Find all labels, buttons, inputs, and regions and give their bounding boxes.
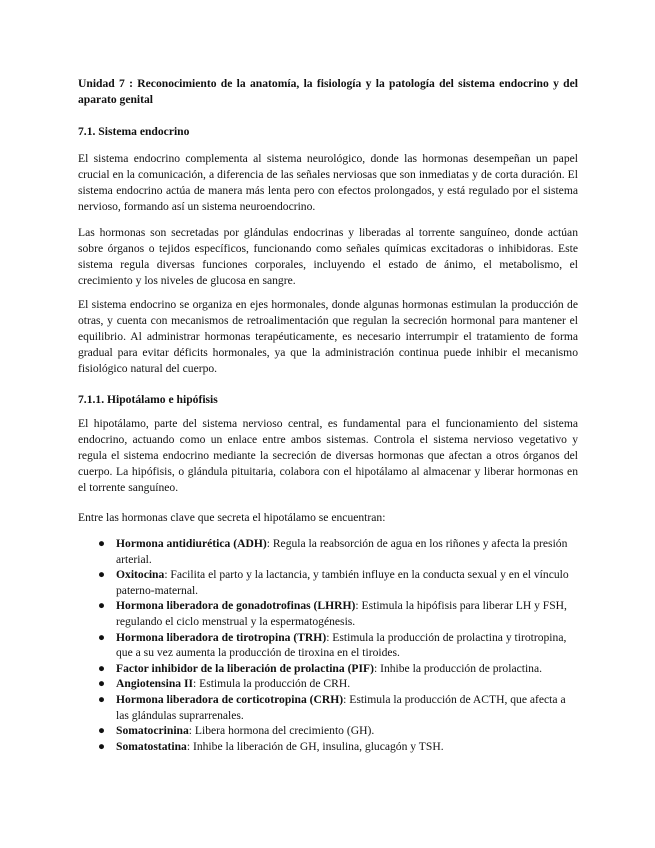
item-desc: : Estimula la producción de CRH. [193, 677, 351, 691]
document-page [78, 76, 578, 754]
item-desc: : Regula la reabsorción de agua en los riñones y afecta la presión arterial. [116, 537, 568, 566]
bullet-icon: ● [98, 692, 106, 706]
paragraph: Las hormonas son secretadas por glándulas endocrinas y liberadas al torrente sanguíneo, donde actúan sobre órganos o tejidos específicos, funcionando como señales químicas excitadoras o inhibidoras. Este sistema regula diversas funciones corporales, incluyendo el estado de ánimo, el metabolismo, el crecimiento y los niveles de glucosa en sangre. [78, 226, 578, 287]
item-term: Hormona liberadora de tirotropina (TRH) [116, 630, 327, 644]
bullet-icon: ● [98, 537, 106, 550]
item-desc: : Facilita el parto y la lactancia, y también influye en la conducta sexual y en el vínculo paterno-maternal. [116, 568, 569, 597]
item-term: Hormona antidiurética (ADH) [116, 537, 267, 550]
list-item [78, 630, 578, 661]
bullet-icon: ● [98, 599, 106, 613]
item-term: Oxitocina [116, 568, 165, 582]
item-desc: : Estimula la hipófisis para liberar LH y FSH, regulando el ciclo menstrual y la espermatogénesis. [116, 599, 567, 628]
item-term: Hormona liberadora de gonadotrofinas (LHRH) [116, 599, 356, 613]
bullet-icon: ● [98, 739, 106, 753]
item-term: Hormona liberadora de corticotropina (CRH) [116, 692, 344, 706]
item-term: Factor inhibidor de la liberación de prolactina (PIF) [116, 661, 374, 675]
item-term: Angiotensina II [116, 677, 193, 691]
item-desc: : Estimula la producción de ACTH, que afecta a las glándulas suprarrenales. [116, 692, 566, 722]
subsection-heading: 7.1.1. Hipotálamo e hipófisis [78, 393, 218, 406]
paragraph: El sistema endocrino se organiza en ejes hormonales, donde algunas hormonas estimulan la producción de otras, y cuenta con mecanismos de retroalimentación que regulan la secreción hormonal para mantener el equilibrio. Al administrar hormonas terapéuticamente, es necesario interrumpir el tratamiento de forma gradual para evitar déficits hormonales, ya que la administración continua puede inhibir el mecanismo fisiológico natural del cuerpo. [78, 298, 578, 375]
list-item [78, 676, 578, 692]
list-item [78, 598, 578, 629]
section-heading: 7.1. Sistema endocrino [78, 125, 190, 138]
list-item [78, 692, 578, 723]
item-term: Somatostatina [116, 739, 187, 753]
item-desc: : Inhibe la liberación de GH, insulina, glucagón y TSH. [186, 739, 444, 753]
list-item [78, 661, 578, 677]
bullet-icon: ● [98, 661, 106, 675]
list-item [78, 723, 578, 739]
hormone-list [78, 536, 578, 754]
list-item [78, 567, 578, 598]
list-intro: Entre las hormonas clave que secreta el hipotálamo se encuentran: [78, 511, 386, 524]
paragraph: El hipotálamo, parte del sistema nervioso central, es fundamental para el funcionamiento del sistema endocrino, actuando como un enlace entre ambos sistemas. Controla el sistema nervioso vegetativo y regula el sistema endocrino mediante la secreción de diversas hormonas que afectan a otros órganos del cuerpo. La hipófisis, o glándula pituitaria, colabora con el hipotálamo al almacenar y liberar hormonas en el torrente sanguíneo. [78, 417, 578, 494]
item-desc: : Libera hormona del crecimiento (GH). [188, 724, 375, 738]
item-desc: : Inhibe la producción de prolactina. [373, 661, 543, 675]
bullet-icon: ● [98, 630, 106, 644]
bullet-icon: ● [98, 568, 106, 582]
item-desc: : Estimula la producción de prolactina y tirotropina, que a su vez aumenta la producción de tiroxina en el tiroides. [116, 630, 567, 660]
document-title: Unidad 7 : Reconocimiento de la anatomía, la fisiología y la patología del sistema endocrino y del aparato genital [78, 77, 578, 106]
list-item [78, 536, 578, 567]
list-item [78, 739, 578, 755]
item-term: Somatocrinina [116, 724, 189, 738]
bullet-icon: ● [98, 677, 106, 691]
paragraph: El sistema endocrino complementa al sistema neurológico, donde las hormonas desempeñan un papel crucial en la comunicación, a diferencia de las señales nerviosas que son inmediatas y de corta duración. El sistema endocrino actúa de manera más lenta pero con efectos prolongados, y está regulado por el sistema nervioso, formando así un sistema neuroendocrino. [78, 152, 578, 213]
bullet-icon: ● [98, 724, 106, 738]
